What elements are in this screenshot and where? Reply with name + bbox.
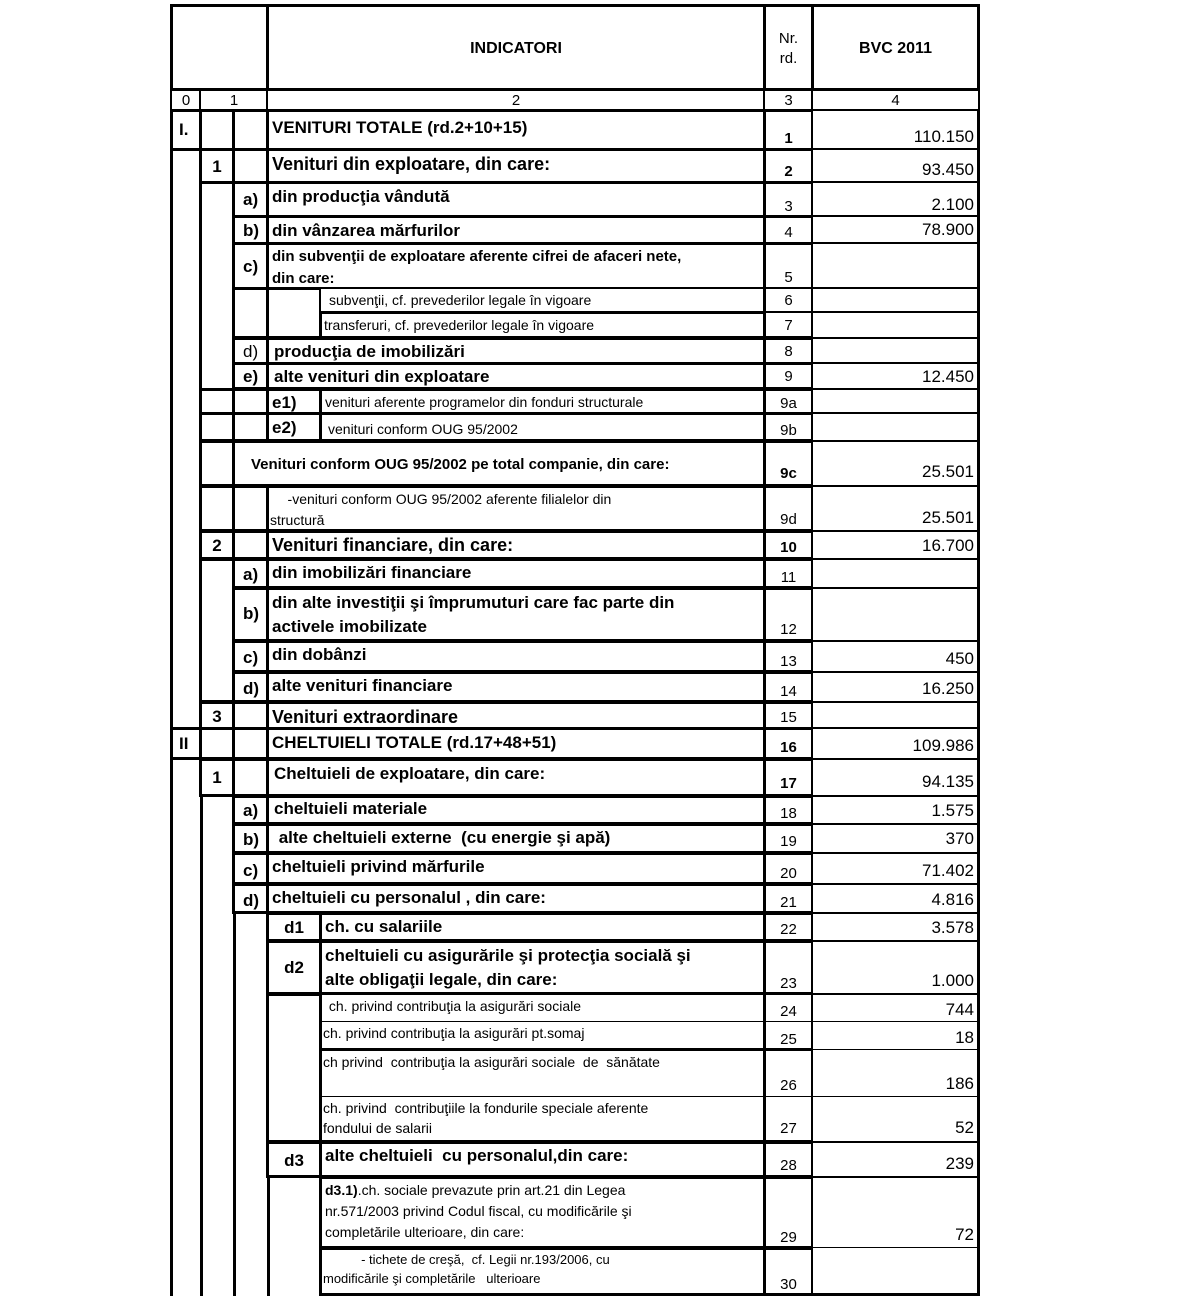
row-1-letter (232, 109, 269, 151)
row-nr: 14 (763, 671, 814, 703)
row-nr: 26 (763, 1049, 814, 1097)
header-nr-line2: rd. (779, 50, 798, 67)
row-23-sub: d2 (266, 940, 322, 995)
col-index-2: 2 (266, 89, 766, 111)
table-row-label: alte cheltuieli externe (cu energie şi apă) (266, 823, 766, 854)
row-nr: 23 (763, 940, 814, 995)
header-nr-rd-cell (763, 4, 814, 91)
row-nr: 9d (763, 485, 814, 532)
row-value: 94.135 (811, 758, 980, 797)
row-value: 93.450 (811, 148, 980, 184)
row-nr: 30 (763, 1247, 814, 1296)
row-11-letter: a) (232, 558, 269, 589)
row-value: 78.900 (811, 215, 980, 245)
row-nr: 27 (763, 1096, 814, 1143)
row-nr: 9a (763, 388, 814, 415)
row-13-letter: c) (232, 640, 269, 673)
table-row-label: cheltuieli materiale (266, 795, 766, 825)
row-nr: 24 (763, 993, 814, 1022)
row-nr: 8 (763, 337, 814, 365)
row-9b-num (199, 412, 235, 442)
row-15-letter (232, 701, 269, 730)
row-9a-sub: e1) (266, 388, 322, 415)
row-10-num: 2 (199, 530, 235, 560)
row-9d-letter (232, 485, 269, 532)
table-row-label: ch. privind contribuţiile la fondurile speciale aferente fondului de salarii (319, 1096, 766, 1143)
row-value (811, 287, 980, 313)
row-value (811, 587, 980, 642)
table-row-label: subvenţii, cf. prevederilor legale în vigoare (319, 287, 766, 313)
table-row-label: din imobilizări financiare (266, 558, 766, 589)
row-20-letter: c) (232, 852, 269, 885)
row-value: 25.501 (811, 440, 980, 487)
table-row-label: VENITURI TOTALE (rd.2+10+15) (266, 109, 766, 151)
row-value (811, 701, 980, 730)
row-value: 16.250 (811, 671, 980, 703)
row-9-letter: e) (232, 362, 269, 390)
row-4-letter: b) (232, 215, 269, 245)
row-nr: 10 (763, 530, 814, 560)
row-value: 3.578 (811, 912, 980, 942)
row-value: 1.575 (811, 795, 980, 825)
table-row-label: producţia de imobilizări (266, 337, 766, 365)
table-row-label: - tichete de creşă, cf. Legii nr.193/2006, cu modificările şi completările ulterioare (319, 1247, 766, 1296)
row-value (811, 558, 980, 589)
row-12-letter: b) (232, 587, 269, 642)
row-9b-letter (232, 412, 269, 442)
row-value: 370 (811, 823, 980, 854)
row-value: 16.700 (811, 530, 980, 560)
table-row-label: cheltuieli privind mărfurile (266, 852, 766, 885)
row-18-letter: a) (232, 795, 269, 825)
row-value (811, 388, 980, 415)
header-indicatori: INDICATORI (470, 40, 562, 57)
row-value: 72 (811, 1176, 980, 1249)
row-15-num: 3 (199, 701, 235, 730)
row-16-roman: II (170, 727, 202, 760)
row-nr: 15 (763, 701, 814, 730)
row-value: 109.986 (811, 727, 980, 760)
table-row-label: ch. privind contribuţia la asigurări sociale (319, 993, 766, 1022)
row-value: 2.100 (811, 181, 980, 218)
row-nr: 12 (763, 587, 814, 642)
row-16-letter (232, 727, 269, 760)
row-nr: 1 (763, 109, 814, 151)
row-nr: 17 (763, 758, 814, 797)
table-row-label: Venituri conform OUG 95/2002 pe total companie, din care: (232, 440, 766, 487)
row-14-letter: d) (232, 671, 269, 703)
row-nr: 9 (763, 362, 814, 390)
rows-6-7-indent-blank (266, 287, 322, 339)
row-value: 110.150 (811, 109, 980, 151)
row-nr: 25 (763, 1021, 814, 1051)
table-row-label: ch. cu salariile (319, 912, 766, 942)
row-1-num (199, 109, 235, 151)
row-value (811, 337, 980, 365)
row-9d-num (199, 485, 235, 532)
table-row-label: ch privind contribuţia la asigurări sociale de sănătate (319, 1049, 766, 1097)
row-value (811, 412, 980, 442)
table-row-label: venituri conform OUG 95/2002 (319, 412, 766, 442)
col-index-4: 4 (811, 89, 980, 111)
row-nr: 9b (763, 412, 814, 442)
row-nr: 20 (763, 852, 814, 885)
subsection-2-num-band (199, 558, 235, 703)
table-row-label: alte cheltuieli cu personalul,din care: (319, 1141, 766, 1178)
table-row-label: Venituri financiare, din care: (266, 530, 766, 560)
row-2-num: 1 (199, 148, 235, 184)
table-row-label: din alte investiţii şi împrumuturi care fac parte din activele imobilizate (266, 587, 766, 642)
row-value: 25.501 (811, 485, 980, 532)
table-row-label: din producţia vândută (266, 181, 766, 218)
row-nr: 4 (763, 215, 814, 245)
row-9b-sub: e2) (266, 412, 322, 442)
table-row-label: transferuri, cf. prevederilor legale în vigoare (319, 311, 766, 339)
table-row-label: Venituri din exploatare, din care: (266, 148, 766, 184)
row-value (811, 1247, 980, 1296)
row-value (811, 311, 980, 339)
row-9a-num (199, 388, 235, 415)
table-row-label: Venituri extraordinare (266, 701, 766, 730)
row-1-roman: I. (170, 109, 202, 151)
row-nr: 7 (763, 311, 814, 339)
header-bvc-cell (811, 4, 980, 91)
row-nr: 2 (763, 148, 814, 184)
header-indicatori-cell (266, 4, 766, 91)
section-II-col0-left (170, 758, 173, 1296)
row-value: 1.000 (811, 940, 980, 995)
row-21-letter: d) (232, 883, 269, 914)
col-index-3: 3 (763, 89, 814, 111)
row-9a-letter (232, 388, 269, 415)
header-nr-line1: Nr. (778, 30, 799, 47)
row-10-letter (232, 530, 269, 560)
table-row-label: d3.1).ch. sociale prevazute prin art.21 din Legea nr.571/2003 privind Codul fiscal, cu modificările şi completările ulterioare, din care: (319, 1176, 766, 1249)
table-row-label: cheltuieli cu asigurările şi protecţia socială şi alte obligaţii legale, din care: (319, 940, 766, 995)
row-19-letter: b) (232, 823, 269, 854)
row-value: 71.402 (811, 852, 980, 885)
row-nr: 16 (763, 727, 814, 760)
row-value: 52 (811, 1096, 980, 1143)
row-28-sub: d3 (266, 1141, 322, 1178)
row-16-num (199, 727, 235, 760)
row-value: 186 (811, 1049, 980, 1097)
col-index-0: 0 (170, 89, 202, 111)
table-row-label: alte venituri din exploatare (266, 362, 766, 390)
row-nr: 29 (763, 1176, 814, 1249)
col-index-1: 1 (199, 89, 269, 111)
row-nr: 5 (763, 242, 814, 290)
row-nr: 21 (763, 883, 814, 914)
row-nr: 3 (763, 181, 814, 218)
row-17-num: 1 (199, 758, 235, 797)
table-row-label: venituri aferente programelor din fonduri structurale (319, 388, 766, 415)
row-nr: 13 (763, 640, 814, 673)
table-row-label: alte venituri financiare (266, 671, 766, 703)
header-blank-cell (170, 4, 269, 91)
row-9c-num (199, 440, 235, 487)
row-22-sub: d1 (266, 912, 322, 942)
row-29-line1: d3.1).ch. sociale prevazute prin art.21 din Legea (325, 1182, 626, 1198)
row-5-letter: c) (232, 242, 269, 290)
table-row-label: din vânzarea mărfurilor (266, 215, 766, 245)
table-row-label: cheltuieli cu personalul , din care: (266, 883, 766, 914)
row-nr: 9c (763, 440, 814, 487)
row-value: 4.816 (811, 883, 980, 914)
section-I-col0 (170, 148, 202, 730)
subsection-1-num-band (199, 181, 235, 391)
row-value: 12.450 (811, 362, 980, 390)
table-row-label: ch. privind contribuţia la asigurări pt.somaj (319, 1021, 766, 1051)
section-II-col0-right (200, 758, 203, 1296)
row-nr: 18 (763, 795, 814, 825)
row-nr: 11 (763, 558, 814, 589)
table-row-label: din subvenţii de exploatare aferente cifrei de afaceri nete, din care: (266, 242, 766, 290)
row-value: 18 (811, 1021, 980, 1051)
header-bvc: BVC 2011 (859, 40, 932, 57)
row-nr: 22 (763, 912, 814, 942)
row-value: 744 (811, 993, 980, 1022)
row-3-letter: a) (232, 181, 269, 218)
table-row-label: din dobânzi (266, 640, 766, 673)
table-row-label: CHELTUIELI TOTALE (rd.17+48+51) (266, 727, 766, 760)
row-value: 450 (811, 640, 980, 673)
row-value (811, 242, 980, 290)
row-value: 239 (811, 1141, 980, 1178)
row-17-letter (232, 758, 269, 797)
table-row-label: -venituri conform OUG 95/2002 aferente filialelor din structură (266, 485, 766, 532)
rows-24-27-indent-blank (266, 993, 322, 1143)
row-2-letter (232, 148, 269, 184)
table-row-label: Cheltuieli de exploatare, din care: (266, 758, 766, 797)
row-nr: 19 (763, 823, 814, 854)
row-nr: 6 (763, 287, 814, 313)
row-8-letter: d) (232, 337, 269, 365)
rows-6-7-letter-blank (232, 287, 269, 339)
row-nr: 28 (763, 1141, 814, 1178)
